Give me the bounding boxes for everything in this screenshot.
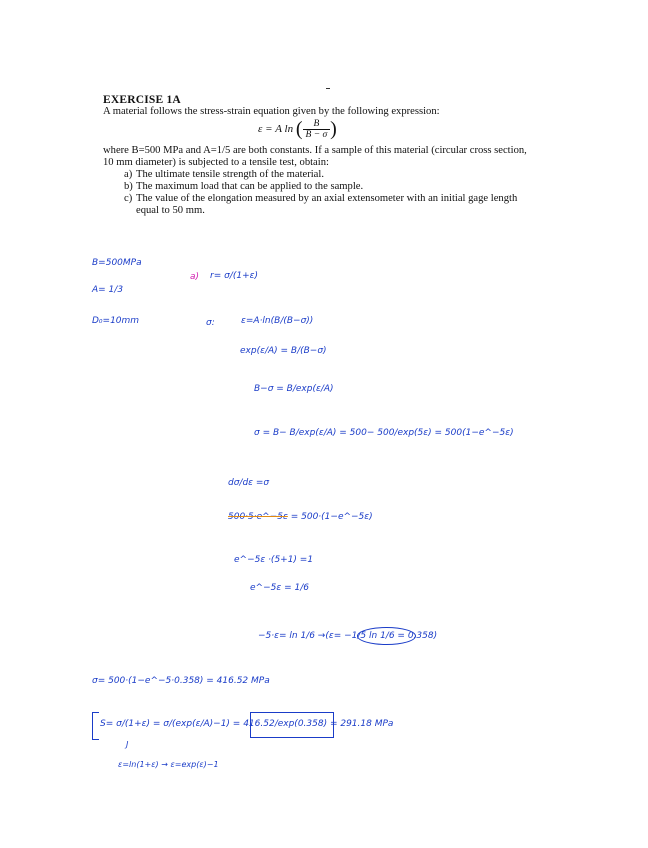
given-b: B=500MPa [92, 258, 142, 268]
result-bracket [92, 712, 99, 740]
formula-lhs: ε = A ln [258, 123, 294, 136]
formula-denominator: B − σ [305, 130, 328, 140]
equation-8: −5·ε= ln 1/6 →(ε= −1/5 ln 1/6 = 0.358) [258, 631, 438, 641]
list-item-c-continued: equal to 50 mm. [136, 205, 205, 216]
final-relation: ε=ln(1+ε) → ε=exp(ε)−1 [118, 760, 219, 769]
equation-1: ε=A·ln(B/(B−σ)) [241, 316, 314, 326]
result-s: S= σ/(1+ε) = σ/(exp(ε/A)−1) = 416.52/exp(0.358) = 291.18 MPa [100, 719, 394, 729]
formula-numerator: B [303, 119, 331, 130]
given-a: A= 1/3 [92, 285, 124, 295]
equation-6: e^−5ε ·(5+1) =1 [234, 555, 314, 565]
equation-5-right: = 500·(1−e^−5ε) [290, 512, 373, 522]
part-a-label: a) [190, 272, 200, 282]
equation-5 [228, 512, 373, 522]
equation-2: exp(ε/A) = B/(B−σ) [240, 346, 327, 356]
list-item-b: b) The maximum load that can be applied to the sample. [124, 181, 364, 192]
result-sigma: σ= 500·(1−e^−5·0.358) = 416.52 MPa [92, 676, 270, 686]
list-item-c: c) The value of the elongation measured by an axial extensometer with an initial gage length [124, 193, 518, 204]
list-item-a: a) The ultimate tensile strength of the material. [124, 169, 324, 180]
constants-text-2: 10 mm diameter) is subjected to a tensile test, obtain: [103, 157, 329, 168]
equation-4: σ = B− B/exp(ε/A) = 500− 500/exp(5ε) = 500(1−e^−5ε) [254, 428, 514, 438]
derivative-condition: dσ/dε =σ [228, 478, 270, 488]
sigma-label: σ: [206, 318, 215, 328]
stray-mark [326, 88, 330, 89]
given-d: D₀=10mm [92, 316, 140, 326]
part-a-equation: r= σ/(1+ε) [210, 271, 258, 281]
note-j: J [126, 740, 129, 749]
intro-text: A material follows the stress-strain equation given by the following expression: [103, 106, 440, 117]
equation-3: B−σ = B/exp(ε/A) [254, 384, 334, 394]
stress-strain-formula: ε = A ln ( $\frac{B}{B - \sigma}$ ) [258, 118, 337, 140]
exercise-title: EXERCISE 1A [103, 94, 181, 106]
equation-7: e^−5ε = 1/6 [250, 583, 309, 593]
constants-text: where B=500 MPa and A=1/5 are both constants. If a sample of this material (circular cross section, [103, 145, 527, 156]
equation-5-left: 500·5·e^−5ε [228, 512, 288, 522]
formula-fraction [303, 119, 331, 140]
